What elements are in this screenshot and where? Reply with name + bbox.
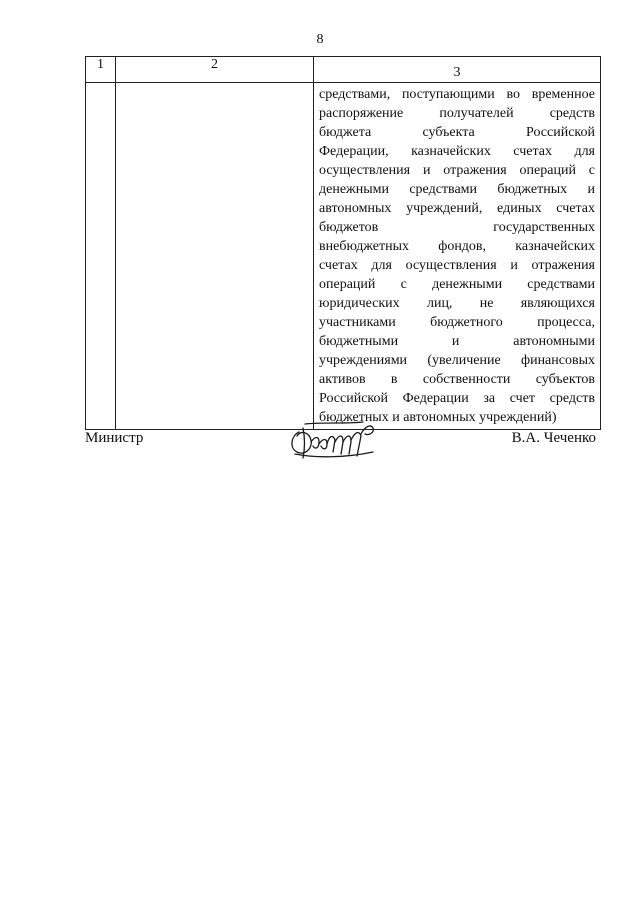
text-line: бюджетными и автономными <box>319 334 595 349</box>
header-col-3: 3 <box>314 57 601 83</box>
header-col-1: 1 <box>86 57 116 83</box>
text-line: средствами, поступающими во временное <box>319 87 595 102</box>
cell-col-1 <box>86 83 116 430</box>
text-line: счетах для осуществления и отражения <box>319 258 595 273</box>
handwritten-signature <box>285 418 381 464</box>
text-line-last: бюджетных и автономных учреждений) <box>319 410 557 425</box>
table-header-row <box>86 57 601 83</box>
text-line: учреждениями (увеличение финансовых <box>319 353 595 368</box>
text-line: Федерации, казначейских счетах для <box>319 144 595 159</box>
text-line: бюджета субъекта Российской <box>319 125 595 140</box>
text-line: внебюджетных фондов, казначейских <box>319 239 595 254</box>
text-line: Российской Федерации за счет средств <box>319 391 595 406</box>
text-line: юридических лиц, не являющихся <box>319 296 595 311</box>
text-line: распоряжение получателей средств <box>319 106 595 121</box>
table-row <box>86 83 601 430</box>
text-line: активов в собственности субъектов <box>319 372 595 387</box>
text-line: участниками бюджетного процесса, <box>319 315 595 330</box>
cell-col-3 <box>314 83 601 430</box>
text-line: автономных учреждений, единых счетах <box>319 201 595 216</box>
page-number: 8 <box>316 32 324 47</box>
cell-col-2 <box>116 83 314 430</box>
header-col-2: 2 <box>116 57 314 83</box>
document-table <box>85 56 601 430</box>
text-line: бюджетов государственных <box>319 220 595 235</box>
signatory-name: В.А. Чеченко <box>511 430 596 446</box>
signatory-position: Министр <box>85 430 144 446</box>
text-line: осуществления и отражения операций с <box>319 163 595 178</box>
text-line: операций с денежными средствами <box>319 277 595 292</box>
text-line: денежными средствами бюджетных и <box>319 182 595 197</box>
signature-block <box>0 418 640 468</box>
